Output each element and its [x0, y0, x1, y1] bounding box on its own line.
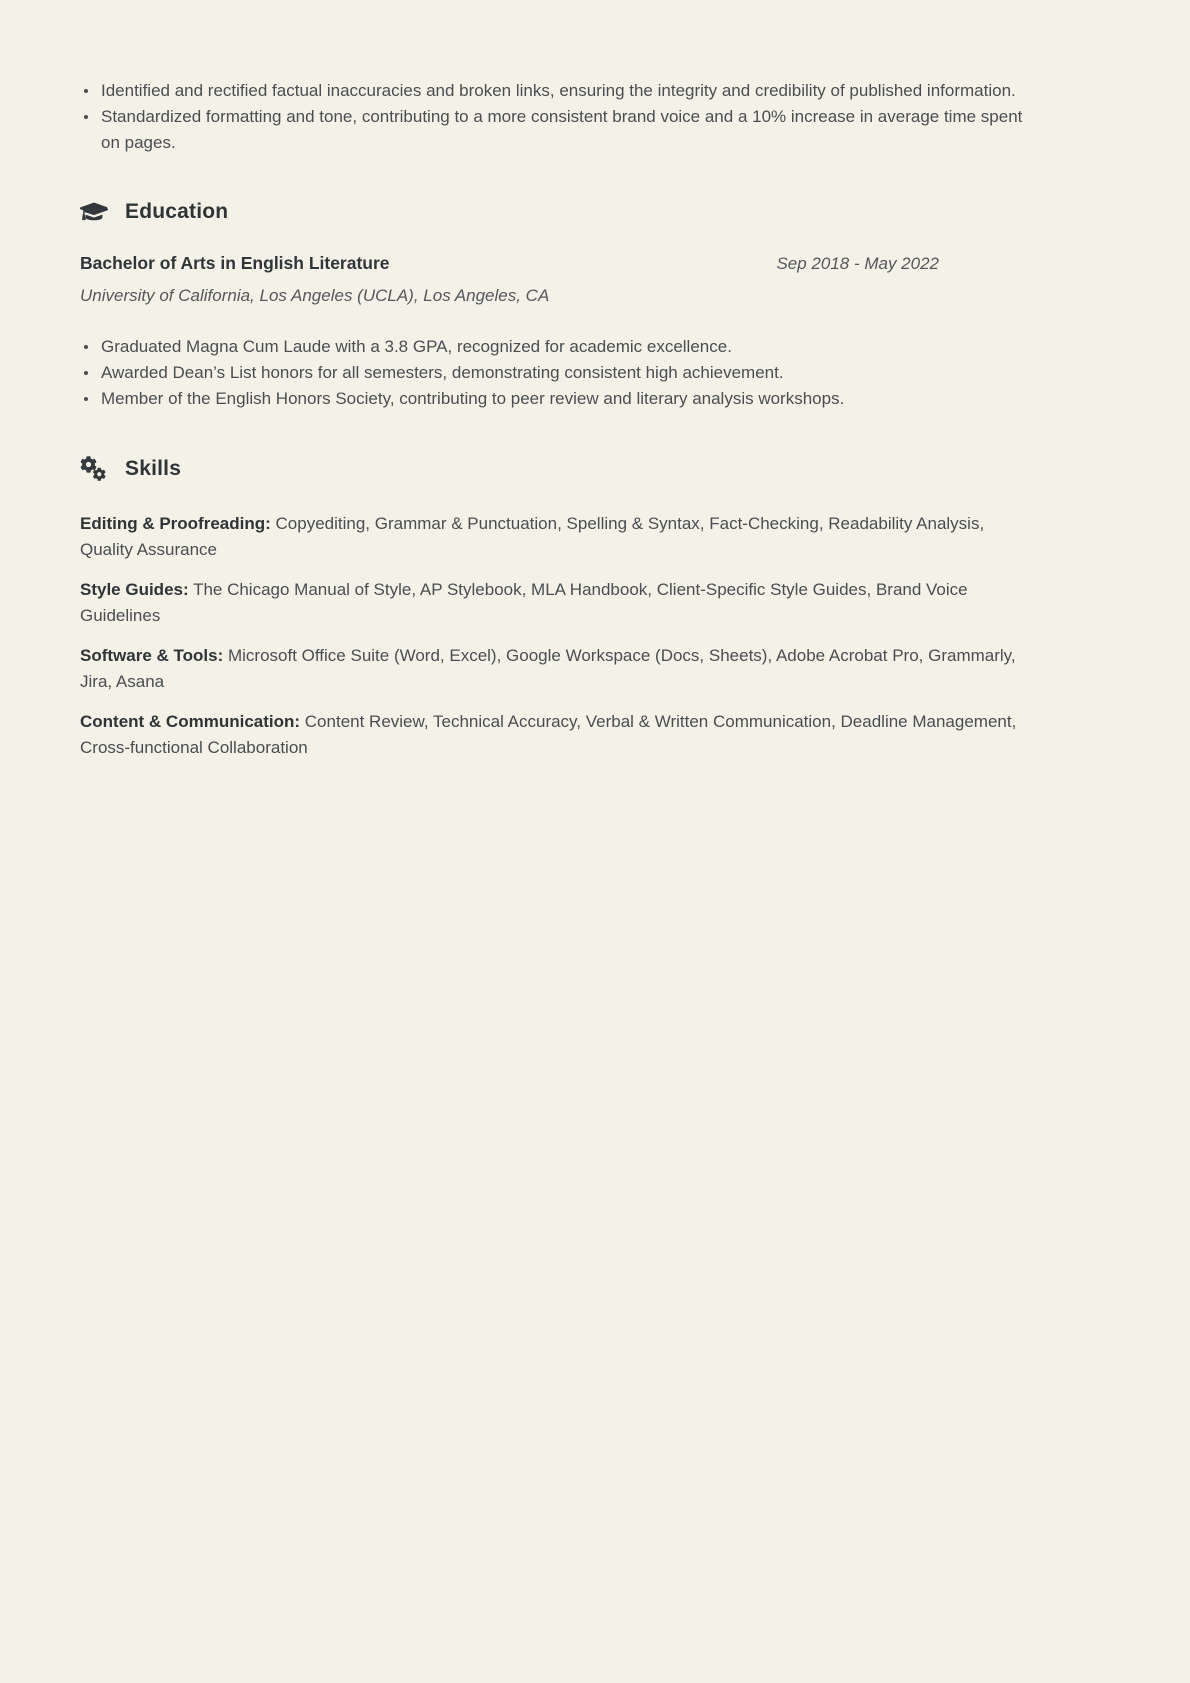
skills-section-header	[80, 456, 1025, 482]
skill-category	[80, 511, 1025, 563]
bullet-dot	[84, 115, 88, 119]
bullet-dot	[84, 345, 88, 349]
skill-category-items: Content Review, Technical Accuracy, Verbal & Written Communication, Deadline Management, Cross-functional Collaboration	[80, 712, 1017, 757]
skill-category-label: Content & Communication:	[80, 712, 301, 731]
skill-category	[80, 577, 1025, 629]
education-bullet-text: Graduated Magna Cum Laude with a 3.8 GPA, recognized for academic excellence.	[101, 337, 732, 356]
education-bullet-text: Member of the English Honors Society, contributing to peer review and literary analysis workshops.	[101, 389, 845, 408]
gears-icon	[80, 456, 108, 482]
skills-body	[80, 511, 1025, 761]
list-item	[80, 334, 1025, 360]
list-item	[80, 78, 1025, 104]
section-title: Education	[125, 200, 229, 223]
degree-title: Bachelor of Arts in English Literature	[80, 253, 390, 273]
graduation-cap-icon	[80, 201, 108, 224]
education-bullet-list	[80, 334, 1025, 412]
education-dates: Sep 2018 - May 2022	[776, 254, 939, 273]
degree-row	[80, 253, 1025, 274]
skill-category-label: Software & Tools:	[80, 646, 224, 665]
education-section-header	[80, 200, 1025, 224]
skill-category-label: Editing & Proofreading:	[80, 514, 271, 533]
skills-section	[80, 456, 1025, 761]
bullet-dot	[84, 397, 88, 401]
list-item	[80, 386, 1025, 412]
list-item	[80, 360, 1025, 386]
institution-line: University of California, Los Angeles (UCLA), Los Angeles, CA	[80, 286, 550, 305]
skill-category	[80, 709, 1025, 761]
resume-content	[80, 78, 1025, 761]
skill-category-items: Copyediting, Grammar & Punctuation, Spelling & Syntax, Fact-Checking, Readability Analysis, Quality Assurance	[80, 514, 985, 559]
skill-category-items: The Chicago Manual of Style, AP Stylebook, MLA Handbook, Client-Specific Style Guides, Brand Voice Guidelines	[80, 580, 968, 625]
experience-bullet-text: Identified and rectified factual inaccuracies and broken links, ensuring the integrity and credibility of published information.	[101, 81, 1016, 100]
list-item	[80, 104, 1025, 156]
education-bullet-text: Awarded Dean’s List honors for all semesters, demonstrating consistent high achievement.	[101, 363, 784, 382]
skill-category-items: Microsoft Office Suite (Word, Excel), Google Workspace (Docs, Sheets), Adobe Acrobat Pro, Grammarly, Jira, Asana	[80, 646, 1016, 691]
bullet-dot	[84, 371, 88, 375]
experience-bullet-text: Standardized formatting and tone, contributing to a more consistent brand voice and a 10% increase in average time spent on pages.	[101, 107, 1023, 152]
skill-category-label: Style Guides:	[80, 580, 189, 599]
experience-bullet-list	[80, 78, 1025, 156]
education-section	[80, 200, 1025, 412]
bullet-dot	[84, 89, 88, 93]
section-title: Skills	[125, 457, 182, 480]
skill-category	[80, 643, 1025, 695]
